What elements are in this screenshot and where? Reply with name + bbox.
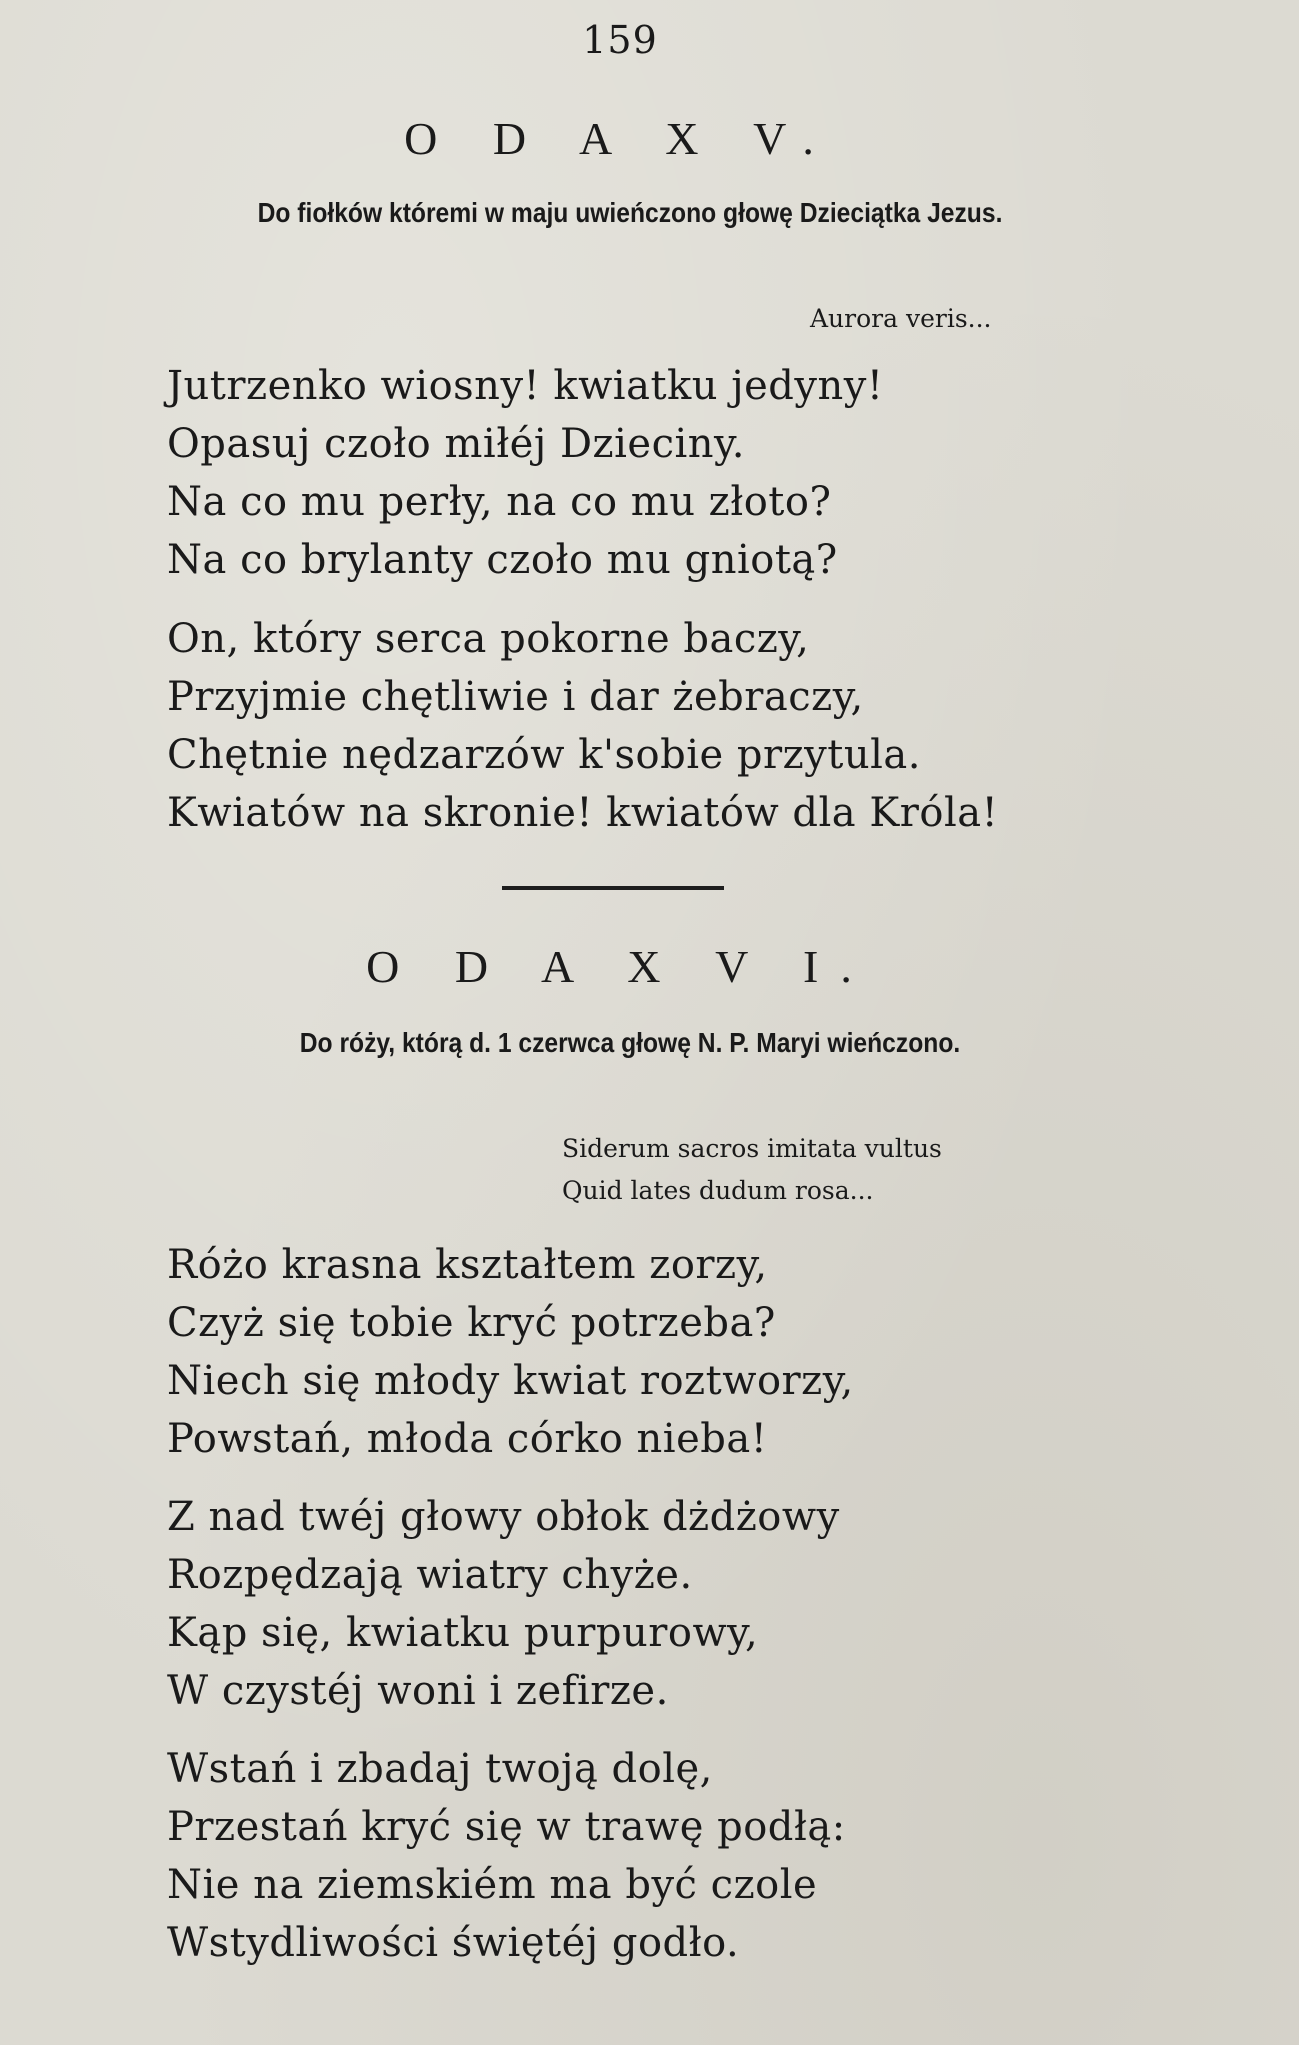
verse-line: Czyż się tobie kryć potrzeba? <box>167 1300 776 1346</box>
epigraph-line: Siderum sacros imitata vultus <box>562 1134 942 1163</box>
verse-line: Wstań i zbadaj twoją dolę, <box>167 1746 713 1792</box>
verse-line: Przestań kryć się w trawę podłą: <box>167 1804 846 1850</box>
ode-16-stanza-3 <box>167 1740 846 1972</box>
verse-line: Przyjmie chętliwie i dar żebraczy, <box>167 674 864 720</box>
ode-15-subtitle: Do fiołków któremi w maju uwieńczono głowę Dzieciątka Jezus. <box>257 197 1003 228</box>
verse-line: Z nad twéj głowy obłok dżdżowy <box>167 1494 840 1540</box>
verse-line: On, który serca pokorne baczy, <box>167 616 810 662</box>
ode-15-stanza-1 <box>167 357 883 589</box>
section-divider <box>502 886 724 890</box>
page-number: 159 <box>582 18 658 62</box>
ode-16-epigraph <box>562 1128 942 1212</box>
verse-line: Niech się młody kwiat roztworzy, <box>167 1358 854 1404</box>
verse-line: Jutrzenko wiosny! kwiatku jedyny! <box>167 363 884 409</box>
verse-line: Różo krasna kształtem zorzy, <box>167 1242 768 1288</box>
verse-line: Kąp się, kwiatku purpurowy, <box>167 1610 759 1656</box>
verse-line: W czystéj woni i zefirze. <box>167 1668 669 1714</box>
verse-line: Rozpędzają wiatry chyże. <box>167 1552 693 1598</box>
ode-16-stanza-1 <box>167 1236 854 1468</box>
ode-15-epigraph <box>810 298 992 340</box>
verse-line: Powstań, młoda córko nieba! <box>167 1416 768 1462</box>
verse-line: Nie na ziemskiém ma być czole <box>167 1862 818 1908</box>
verse-line: Na co mu perły, na co mu złoto? <box>167 479 832 525</box>
ode-15-stanza-2 <box>167 610 998 842</box>
verse-line: Na co brylanty czoło mu gniotą? <box>167 537 838 583</box>
ode-16-title: O D A X V I. <box>366 941 874 992</box>
verse-line: Wstydliwości świętéj godło. <box>167 1920 740 1966</box>
epigraph-line: Aurora veris... <box>810 304 992 333</box>
verse-line: Kwiatów na skronie! kwiatów dla Króla! <box>167 790 999 836</box>
ode-16-subtitle: Do róży, którą d. 1 czerwca głowę N. P. Maryi wieńczono. <box>299 1027 961 1058</box>
verse-line: Chętnie nędzarzów k'sobie przytula. <box>167 732 921 778</box>
epigraph-line: Quid lates dudum rosa... <box>562 1176 874 1205</box>
verse-line: Opasuj czoło miłéj Dzieciny. <box>167 421 746 467</box>
ode-15-title: O D A X V. <box>404 113 836 164</box>
ode-16-stanza-2 <box>167 1488 840 1720</box>
